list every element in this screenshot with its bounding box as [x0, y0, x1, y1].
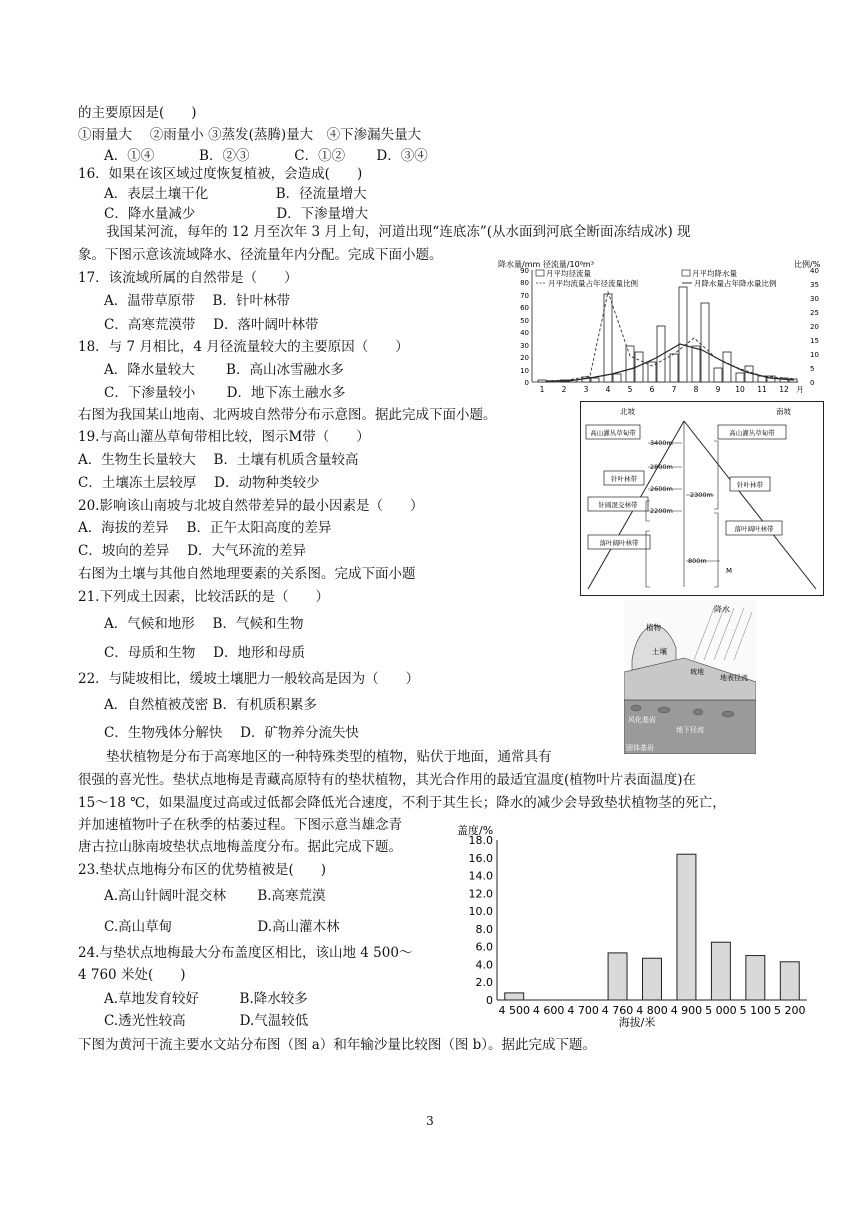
- q18-options-ab: A．降水量较大 B．高山冰雪融水多: [104, 362, 344, 378]
- runoff-ytick-right: 0: [810, 379, 815, 387]
- runoff-ytick-left: 70: [520, 292, 529, 300]
- runoff-xtick: 3: [583, 385, 589, 394]
- q17-stem: 17．该流域所属的自然带是（ ）: [78, 270, 298, 286]
- runoff-ytick-right: 35: [810, 281, 819, 289]
- chart-bar: [677, 854, 696, 1000]
- groundwater-label: 地下径流: [676, 726, 704, 734]
- runoff-ytick-left: 50: [520, 317, 529, 325]
- weathered-rock-label: 风化基岩: [628, 716, 656, 724]
- q20-options-cd: C．坡向的差异 D．大气环流的差异: [78, 543, 306, 559]
- q19-stem: 19.与高山灌丛草甸带相比较，图示M带（ ）: [78, 429, 370, 445]
- chart-bar: [608, 953, 627, 1000]
- surface-runoff-label: 地表径流: [720, 674, 748, 682]
- runoff-ytick-right: 5: [810, 365, 815, 373]
- runoff-right-axis-label: 比例/%: [794, 260, 821, 269]
- plant-label: 植物: [646, 623, 661, 632]
- north-slope-label: 北坡: [620, 407, 635, 416]
- legend-swatch-runoff: [536, 270, 544, 276]
- q15-options: A．①④ B．②③ C．①② D．③④: [104, 148, 428, 164]
- runoff-xtick: 11: [757, 385, 767, 394]
- legend-precip-ratio: 月降水量占年降水量比例: [694, 279, 777, 288]
- q22-options-ab: A．自然植被茂密 B．有机质积累多: [104, 697, 317, 713]
- chart-xtick-label: 4 760: [601, 1004, 634, 1017]
- chart-ytick-label: 10.0: [468, 905, 493, 919]
- runoff-ytick-left: 10: [520, 367, 529, 375]
- chart-xtick-label: 5 200: [774, 1004, 806, 1017]
- north-belt-conifer: 针叶林带: [611, 475, 637, 483]
- south-belt-meadow: 高山灌丛草甸带: [729, 429, 775, 437]
- runoff-x-unit: 月: [796, 385, 804, 394]
- precip-label: 降水: [714, 605, 730, 614]
- q16-stem: 16．如果在该区域过度恢复植被，会造成( ): [78, 166, 363, 182]
- chart-ytick-label: 12.0: [468, 887, 493, 901]
- passage-yellow-river: 下图为黄河干流主要水文站分布图（图 a）和年输沙量比较图（图 b）。据此完成下题。: [78, 1037, 597, 1053]
- runoff-xtick: 5: [627, 385, 633, 394]
- q21-options-cd: C．母质和生物 D．地形和母质: [104, 645, 305, 661]
- q18-stem: 18．与 7 月相比，4 月径流量较大的主要原因（ ）: [78, 339, 409, 355]
- runoff-ytick-left: 40: [520, 329, 529, 337]
- elev-label: 2600m: [650, 485, 673, 493]
- chart-xtick-label: 4 900: [670, 1004, 703, 1017]
- q16-options-ab: A．表层土壤干化 B．径流量增大: [104, 186, 367, 202]
- passage-cushion-1: 垫状植物是分布于高寒地区的一种特殊类型的植物，贴伏于地面，通常具有: [106, 749, 552, 765]
- runoff-xtick: 12: [779, 385, 789, 394]
- runoff-xtick: 6: [649, 385, 655, 394]
- question-stem-continuation: 的主要原因是( ): [78, 105, 197, 121]
- elev-label: 2800m: [650, 463, 673, 471]
- q24-options-ab: A.草地发育较好 B.降水较多: [104, 991, 308, 1007]
- passage-river-cont: 象。下图示意该流域降水、径流量年内分配。完成下面小题。: [78, 247, 443, 263]
- q22-stem: 22．与陡坡相比，缓坡土壤肥力一般较高是因为（ ）: [78, 671, 420, 687]
- runoff-xtick: 4: [605, 385, 611, 394]
- runoff-ytick-left: 30: [520, 342, 529, 350]
- chart-bar: [711, 942, 730, 1000]
- elev-label: 2300m: [690, 491, 713, 499]
- m-belt-label: M: [726, 567, 733, 575]
- legend-runoff-ratio: 月平均流量占年径流量比例: [548, 279, 638, 288]
- elev-label: 800m: [688, 557, 707, 565]
- runoff-ytick-right: 25: [810, 309, 819, 317]
- chart-ytick-label: 8.0: [475, 922, 493, 936]
- legend-precip: 月平均降水量: [692, 269, 737, 278]
- chart-bar: [643, 958, 662, 1000]
- q22-options-cd: C．生物残体分解快 D．矿物养分流失快: [104, 725, 359, 741]
- q24-stem-cont: 4 760 米处( ): [78, 967, 186, 983]
- chart-xtick-label: 5 100: [739, 1004, 772, 1017]
- coverage-bar-chart: [455, 820, 815, 1030]
- runoff-ytick-right: 20: [810, 323, 819, 331]
- slope-label: 坡地: [690, 668, 704, 676]
- legend-runoff: 月平均径流量: [546, 269, 591, 278]
- legend-swatch-precip: [682, 270, 690, 276]
- runoff-ytick-left: 0: [524, 379, 529, 387]
- chart-ytick-label: 4.0: [475, 958, 493, 972]
- north-belt-meadow: 高山灌丛草甸带: [590, 429, 636, 437]
- elev-label: 3400m: [650, 439, 673, 447]
- passage-cushion-4: 并加速植物叶子在秋季的枯萎过程。下图示意当雄念青: [78, 817, 402, 833]
- q20-options-ab: A．海拔的差异 B．正午太阳高度的差异: [78, 520, 332, 536]
- q21-stem: 21.下列成土因素，比较活跃的是（ ）: [78, 589, 329, 605]
- runoff-ytick-left: 20: [520, 354, 529, 362]
- north-belt-deciduous: 落叶阔叶林带: [599, 539, 639, 547]
- runoff-ytick-left: 60: [520, 304, 529, 312]
- south-slope-label: 南坡: [776, 407, 791, 416]
- chart-ytick-label: 0: [486, 994, 493, 1007]
- runoff-xtick: 1: [539, 385, 545, 394]
- q21-options-ab: A．气候和地形 B．气候和生物: [104, 616, 304, 632]
- runoff-xtick: 2: [561, 385, 567, 394]
- q18-options-cd: C．下渗量较小 D．地下冻土融水多: [104, 385, 346, 401]
- q23-stem: 23.垫状点地梅分布区的优势植被是( ): [78, 862, 327, 878]
- chart-ytick-label: 16.0: [468, 851, 493, 865]
- chart-xtick-label: 4 800: [636, 1004, 668, 1017]
- chart-bar: [746, 956, 765, 1000]
- chart-bar: [780, 962, 799, 1000]
- south-belt-deciduous: 落叶阔叶林带: [734, 525, 774, 533]
- mountain-belts-figure: [580, 401, 824, 596]
- chart-bar: [505, 993, 524, 1000]
- north-belt-mixed: 针阔混交林带: [598, 501, 638, 509]
- chart-ytick-label: 14.0: [468, 869, 493, 883]
- chart-ytick-label: 18.0: [468, 834, 493, 847]
- runoff-xtick: 7: [671, 385, 677, 394]
- soil-label: 土壤: [652, 647, 667, 656]
- runoff-xtick: 10: [735, 385, 745, 394]
- runoff-ytick-right: 15: [810, 337, 819, 345]
- south-belt-conifer: 针叶林带: [737, 481, 763, 489]
- option-statements: ①雨量大 ②雨量小 ③蒸发(蒸腾)量大 ④下渗漏失量大: [78, 127, 422, 143]
- q19-options-ab: A．生物生长量较大 B．土壤有机质含量较高: [78, 452, 359, 468]
- passage-soil: 右图为土壤与其他自然地理要素的关系图。完成下面小题: [78, 566, 416, 582]
- runoff-xtick: 9: [715, 385, 721, 394]
- chart-xtick-label: 4 700: [567, 1004, 599, 1017]
- q24-stem: 24.与垫状点地梅最大分布盖度区相比，该山地 4 500～: [78, 945, 413, 961]
- runoff-precipitation-figure: [496, 258, 826, 398]
- passage-cushion-2: 很强的喜光性。垫状点地梅是青藏高原特有的垫状植物，其光合作用的最适宜温度(植物叶片表面温度)在: [78, 772, 697, 788]
- q24-options-cd: C.透光性较高 D.气温较低: [104, 1013, 309, 1029]
- chart-ytick-label: 6.0: [475, 940, 493, 954]
- passage-mountain: 右图为我国某山地南、北两坡自然带分布示意图。据此完成下面小题。: [78, 407, 497, 423]
- passage-river: 我国某河流，每年的 12 月至次年 3 月上旬，河道出现“连底冻”(从水面到河底全断面冻结成冰) 现: [106, 224, 691, 240]
- chart-ylabel: 盖度/%: [457, 824, 494, 837]
- passage-cushion-5: 唐古拉山脉南坡垫状点地梅盖度分布。据此完成下题。: [78, 839, 402, 855]
- page-number: 3: [426, 1114, 434, 1128]
- soil-relations-figure: [624, 600, 756, 754]
- runoff-ytick-right: 10: [810, 351, 819, 359]
- runoff-xtick: 8: [693, 385, 699, 394]
- q23-options-ab: A.高山针阔叶混交林 B.高寒荒漠: [104, 888, 326, 904]
- runoff-left-axis-label: 降水量/mm 径流量/10⁸m³: [498, 260, 594, 269]
- q16-options-cd: C．降水量减少 D．下渗量增大: [104, 206, 369, 222]
- runoff-ytick-left: 80: [520, 279, 529, 287]
- chart-xtick-label: 5 000: [705, 1004, 737, 1017]
- q23-options-cd: C.高山草甸 D.高山灌木林: [104, 919, 340, 935]
- chart-xlabel: 海拔/米: [618, 1016, 656, 1029]
- q17-options-ab: A．温带草原带 B．针叶林带: [104, 293, 290, 309]
- chart-xtick-label: 4 600: [532, 1004, 565, 1017]
- chart-xtick-label: 4 500: [498, 1004, 530, 1017]
- q17-options-cd: C．高寒荒漠带 D．落叶阔叶林带: [104, 317, 319, 333]
- passage-cushion-3: 15～18 ℃，如果温度过高或过低都会降低光合速度，不利于其生长；降水的减少会导致垫状植物茎的死亡，: [78, 795, 726, 811]
- runoff-ytick-right: 30: [810, 295, 819, 303]
- q19-options-cd: C．土壤冻土层较厚 D．动物种类较少: [78, 475, 320, 491]
- runoff-ytick-left: 90: [520, 267, 529, 275]
- solid-bedrock-label: 固体基岩: [626, 744, 654, 752]
- elev-label: 2200m: [650, 507, 673, 515]
- runoff-ytick-right: 40: [810, 267, 819, 275]
- chart-ytick-label: 2.0: [475, 976, 493, 990]
- q20-stem: 20.影响该山南坡与北坡自然带差异的最小因素是（ ）: [78, 498, 424, 514]
